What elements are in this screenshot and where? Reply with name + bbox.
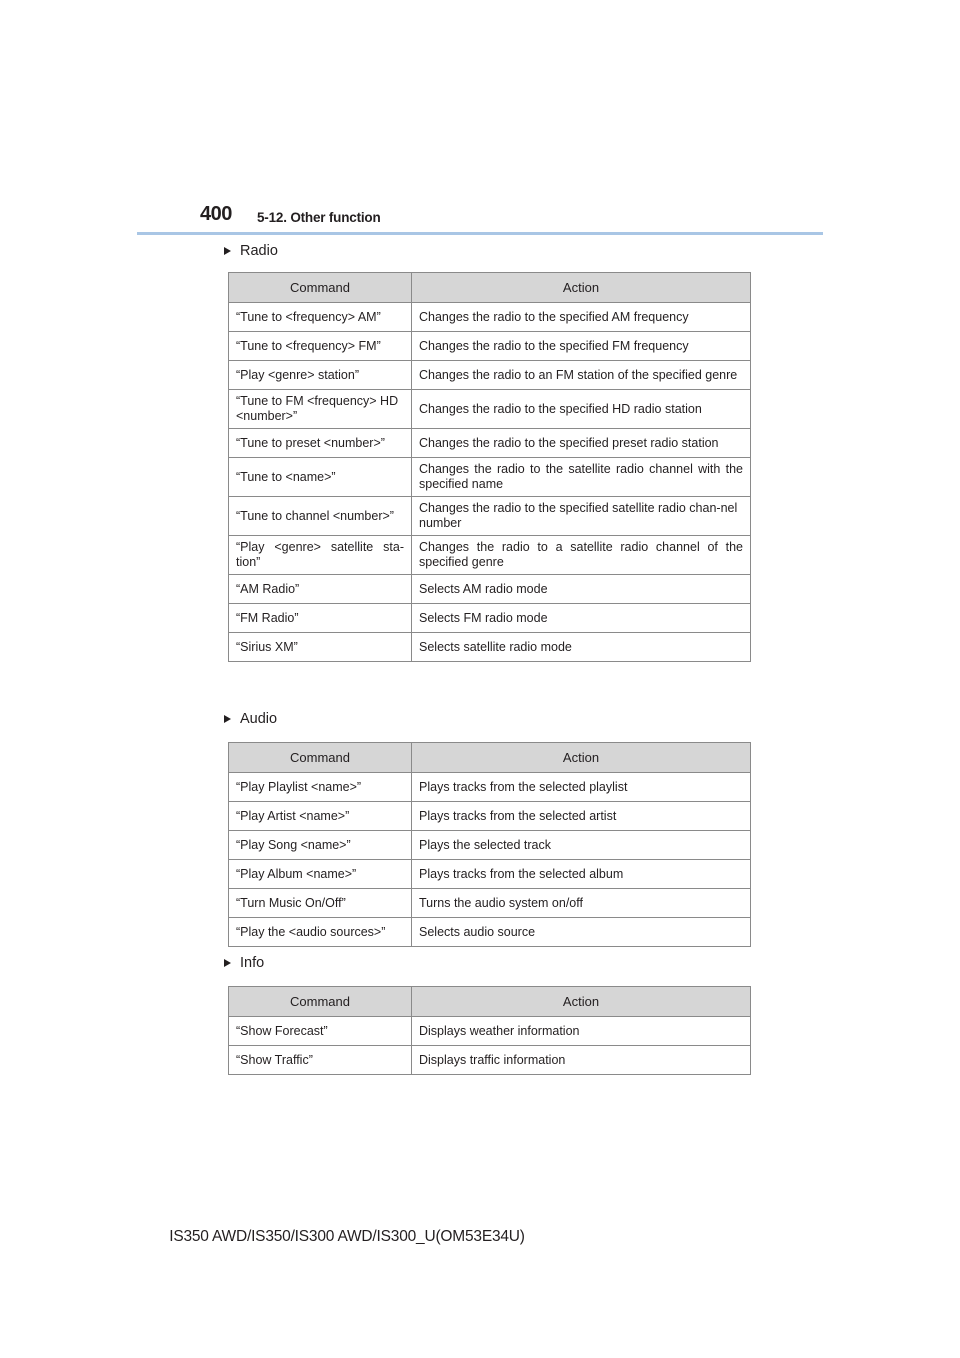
command-cell: “FM Radio” [229,604,412,633]
action-cell: Changes the radio to the satellite radio channel with the specified name [412,458,751,497]
table-row [229,303,751,332]
command-cell: “Play the <audio sources>” [229,918,412,947]
table-row [229,332,751,361]
table-row [229,633,751,662]
action-cell: Changes the radio to the specified preset radio station [412,429,751,458]
action-cell: Selects audio source [412,918,751,947]
subhead-radio [224,243,278,259]
table-header-row [229,987,751,1017]
command-cell: “Tune to <name>” [229,458,412,497]
action-cell: Plays tracks from the selected artist [412,802,751,831]
command-cell: “AM Radio” [229,575,412,604]
footer-model-line [0,1228,960,1246]
command-cell: “Play <genre> station” [229,361,412,390]
command-cell: “Sirius XM” [229,633,412,662]
command-cell: “Tune to FM <frequency> HD <number>” [229,390,412,429]
model-code: IS350 AWD/IS350/IS300 AWD/IS300_U(OM53E34U) [169,1228,525,1245]
section-title: 5-12. Other function [257,210,381,225]
action-cell: Changes the radio to the specified AM frequency [412,303,751,332]
table-row [229,361,751,390]
subhead-info [224,955,264,971]
command-cell: “Play <genre> satellite sta-tion” [229,536,412,575]
column-header-action: Action [412,987,751,1017]
info-command-table [228,986,751,1075]
triangle-bullet-icon [224,247,231,255]
command-cell: “Tune to channel <number>” [229,497,412,536]
table-row [229,860,751,889]
table-row [229,536,751,575]
column-header-command: Command [229,743,412,773]
command-cell: “Tune to preset <number>” [229,429,412,458]
action-cell: Changes the radio to a satellite radio channel of the specified genre [412,536,751,575]
table-row [229,390,751,429]
command-cell: “Play Album <name>” [229,860,412,889]
action-cell: Changes the radio to the specified satellite radio chan-nel number [412,497,751,536]
action-cell: Selects satellite radio mode [412,633,751,662]
action-cell: Selects AM radio mode [412,575,751,604]
table-header-row [229,273,751,303]
table-row [229,604,751,633]
triangle-bullet-icon [224,715,231,723]
table-row [229,773,751,802]
command-cell: “Play Playlist <name>” [229,773,412,802]
subhead-audio [224,711,277,727]
action-cell: Displays weather information [412,1017,751,1046]
action-cell: Plays tracks from the selected playlist [412,773,751,802]
table-row [229,802,751,831]
column-header-action: Action [412,273,751,303]
audio-command-table [228,742,751,947]
action-cell: Displays traffic information [412,1046,751,1075]
table-row [229,575,751,604]
action-cell: Changes the radio to the specified FM frequency [412,332,751,361]
table-row [229,429,751,458]
action-cell: Turns the audio system on/off [412,889,751,918]
subhead-label: Info [240,955,265,971]
command-cell: “Tune to <frequency> FM” [229,332,412,361]
subhead-label: Radio [240,243,278,259]
action-cell: Changes the radio to the specified HD radio station [412,390,751,429]
table-row [229,889,751,918]
table-row [229,918,751,947]
table-row [229,831,751,860]
radio-command-table [228,272,751,662]
column-header-command: Command [229,273,412,303]
table-row [229,497,751,536]
column-header-action: Action [412,743,751,773]
column-header-command: Command [229,987,412,1017]
command-cell: “Turn Music On/Off” [229,889,412,918]
action-cell: Plays the selected track [412,831,751,860]
command-cell: “Tune to <frequency> AM” [229,303,412,332]
header-rule [137,232,823,235]
action-cell: Plays tracks from the selected album [412,860,751,889]
subhead-label: Audio [240,711,278,727]
action-cell: Selects FM radio mode [412,604,751,633]
page-number: 400 [200,203,232,225]
table-row [229,458,751,497]
command-cell: “Play Artist <name>” [229,802,412,831]
table-row [229,1017,751,1046]
table-header-row [229,743,751,773]
command-cell: “Play Song <name>” [229,831,412,860]
table-row [229,1046,751,1075]
action-cell: Changes the radio to an FM station of the specified genre [412,361,751,390]
command-cell: “Show Traffic” [229,1046,412,1075]
command-cell: “Show Forecast” [229,1017,412,1046]
triangle-bullet-icon [224,959,231,967]
